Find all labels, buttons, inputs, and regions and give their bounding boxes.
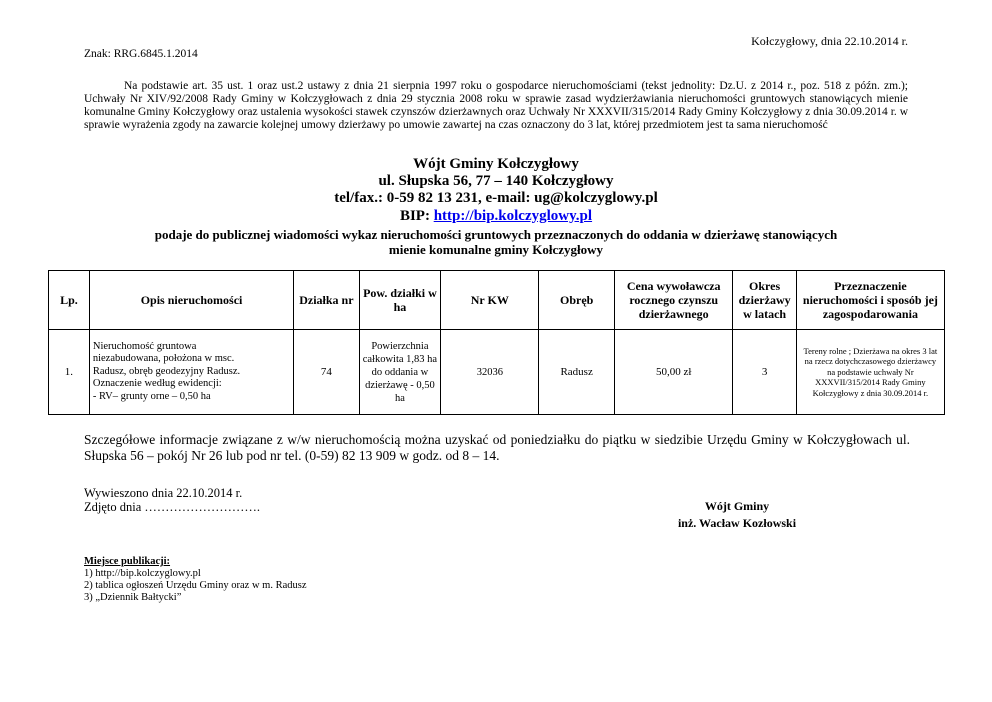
removed-date: Zdjęto dnia ………………………. bbox=[84, 500, 261, 514]
description-line: niezabudowana, położona w msc. bbox=[92, 353, 235, 365]
cell-purpose: Tereny rolne ; Dzierżawa na okres 3 lat na rzecz dotychczasowego dzierżawcy na podstawie uchwały Nr XXXVII/315/2014 Rady Gminy Kołczygłowy z dnia 30.09.2014 r. bbox=[796, 330, 944, 415]
signature-name: inż. Wacław Kozłowski bbox=[677, 516, 797, 530]
signature-block bbox=[652, 498, 822, 532]
header-area: Pow. działki w ha bbox=[359, 271, 441, 330]
publication-item: 1) http://bip.kolczyglowy.pl bbox=[84, 568, 201, 579]
description-line: Nieruchomość gruntowa bbox=[92, 340, 197, 352]
posted-date: Wywieszono dnia 22.10.2014 r. bbox=[84, 486, 243, 500]
announcement-text: podaje do publicznej wiadomości wykaz nieruchomości gruntowych przeznaczonych do oddania w dzierżawę stanowiących mienie komunalne gminy Kołczygłowy bbox=[154, 227, 838, 257]
cell-lp: 1. bbox=[49, 330, 90, 415]
cell-lease-period: 3 bbox=[733, 330, 796, 415]
details-paragraph: Szczegółowe informacje związane z w/w nieruchomością można uzyskać od poniedziałku do piątku w siedzibie Urzędu Gminy w Kołczygłowach ul. Słupska 56 – pokój Nr 26 lub pod nr tel. (0-59) 82 13 909 w godz. od 8 – 14. bbox=[84, 432, 910, 463]
publication-title: Miejsce publikacji: bbox=[84, 556, 171, 567]
announcement-title bbox=[0, 227, 992, 257]
posting-dates bbox=[84, 486, 260, 514]
header-plot-number: Działka nr bbox=[294, 271, 359, 330]
legal-basis-paragraph: Na podstawie art. 35 ust. 1 oraz ust.2 ustawy z dnia 21 sierpnia 1997 roku o gospodarce nieruchomościami (tekst jednolity: Dz.U. z 2014 r., poz. 518 z późn. zm.); Uchwały Nr XIV/92/2008 Rady Gminy w Kołczygłowach z dnia 29 stycznia 2008 roku w sprawie zasad wydzierżawiania nieruchomości gruntowych stanowiących mienie komunalne Gminy Kołczygłowy oraz ustalenia wysokości stawek czynszów dzierżawnych oraz Uchwały Nr XXXVII/315/2014 Rady Gminy Kołczygłowy z dnia 30.09.2014 r. w sprawie wyrażenia zgody na zawarcie kolejnej umowy dzierżawy po umowie zawartej na czas oznaczony do 3 lat, której przedmiotem jest ta sama nieruchomość bbox=[84, 80, 908, 131]
table-row bbox=[49, 330, 945, 415]
place-date: Kołczygłowy, dnia 22.10.2014 r. bbox=[751, 34, 908, 48]
cell-price: 50,00 zł bbox=[614, 330, 733, 415]
header-description: Opis nieruchomości bbox=[89, 271, 293, 330]
property-table bbox=[48, 270, 945, 415]
cell-area: Powierzchnia całkowita 1,83 ha do oddania w dzierżawę - 0,50 ha bbox=[359, 330, 441, 415]
bip-label: BIP: bbox=[399, 208, 434, 224]
description-line: - RV– grunty orne – 0,50 ha bbox=[92, 390, 211, 402]
publication-item: 3) „Dziennik Bałtycki” bbox=[84, 592, 182, 603]
publication-list bbox=[84, 556, 306, 604]
cell-description bbox=[89, 330, 293, 415]
header-land-register: Nr KW bbox=[441, 271, 539, 330]
bip-link[interactable]: http://bip.kolczyglowy.pl bbox=[433, 208, 593, 224]
bip-line bbox=[0, 208, 992, 225]
authority-name: Wójt Gminy Kołczygłowy bbox=[413, 156, 579, 172]
publication-item: 2) tablica ogłoszeń Urzędu Gminy oraz w m. Radusz bbox=[84, 580, 307, 591]
cell-land-register: 32036 bbox=[441, 330, 539, 415]
header-purpose: Przeznaczenie nieruchomości i sposób jej zagospodarowania bbox=[796, 271, 944, 330]
signature-title: Wójt Gminy bbox=[704, 499, 770, 513]
header-precinct: Obręb bbox=[539, 271, 615, 330]
header-lp: Lp. bbox=[49, 271, 90, 330]
authority-address: ul. Słupska 56, 77 – 140 Kołczygłowy bbox=[378, 173, 614, 189]
reference-number: Znak: RRG.6845.1.2014 bbox=[84, 48, 198, 60]
header-lease-period: Okres dzierżawy w latach bbox=[733, 271, 796, 330]
description-line: Radusz, obręb geodezyjny Radusz. bbox=[92, 365, 241, 377]
header-price: Cena wywoławcza rocznego czynszu dzierżawnego bbox=[614, 271, 733, 330]
cell-precinct: Radusz bbox=[539, 330, 615, 415]
table-header-row bbox=[49, 271, 945, 330]
authority-contact: tel/fax.: 0-59 82 13 231, e-mail: ug@kolczyglowy.pl bbox=[334, 190, 658, 206]
description-line: Oznaczenie według ewidencji: bbox=[92, 378, 222, 390]
cell-plot-number: 74 bbox=[294, 330, 359, 415]
